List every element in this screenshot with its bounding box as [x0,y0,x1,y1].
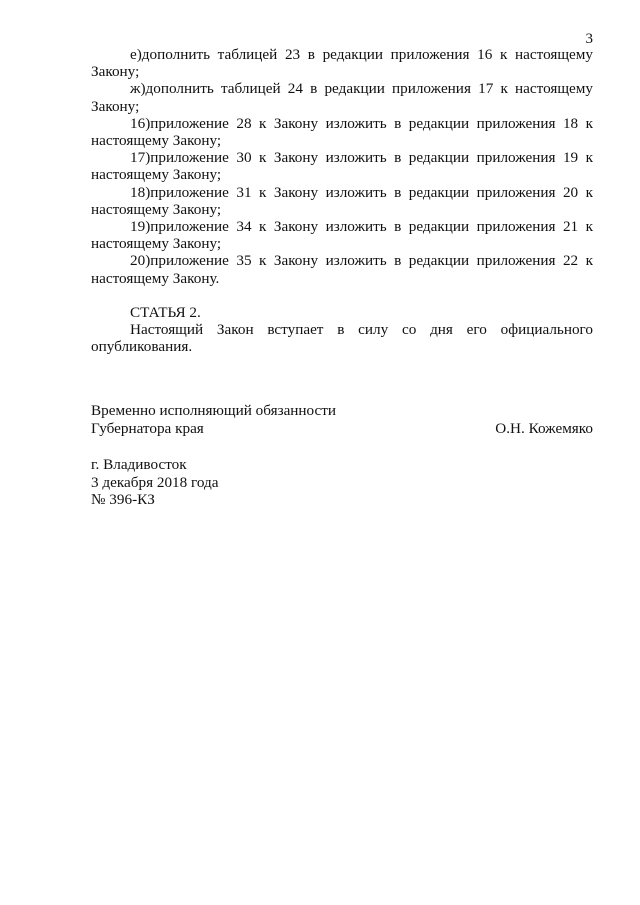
article-spacer [91,287,593,304]
amendment-item-20: 20)приложение 35 к Закону изложить в редакции приложения 22 к настоящему Закону. [91,252,593,287]
article-2-heading: СТАТЬЯ 2. [130,303,201,321]
signatory-name: О.Н. Кожемяко [495,419,593,437]
amendment-item-18: 18)приложение 31 к Закону изложить в редакции приложения 20 к настоящему Закону; [91,183,593,218]
law-date: 3 декабря 2018 года [91,473,219,491]
document-body [91,46,593,355]
amendment-item-17: 17)приложение 30 к Закону изложить в редакции приложения 19 к настоящему Закону; [91,149,593,184]
law-number: № 396-КЗ [91,491,155,508]
place-date-block [91,456,219,509]
city: г. Владивосток [91,456,187,473]
signatory-position-line1: Временно исполняющий обязанности [91,402,337,419]
signatory-position-line2: Губернатора края [91,419,204,437]
signature-row [91,420,593,438]
article-2-text: Настоящий Закон вступает в силу со дня его официального опубликования. [91,321,593,356]
amendment-item-19: 19)приложение 34 к Закону изложить в редакции приложения 21 к настоящему Закону; [91,218,593,253]
amendment-item-zh: ж)дополнить таблицей 24 в редакции приложения 17 к настоящему Закону; [91,80,593,115]
amendment-item-e: е)дополнить таблицей 23 в редакции приложения 16 к настоящему Закону; [91,46,593,81]
page-number: 3 [585,31,593,47]
signature-block [91,402,593,437]
amendment-item-16: 16)приложение 28 к Закону изложить в редакции приложения 18 к настоящему Закону; [91,114,593,150]
